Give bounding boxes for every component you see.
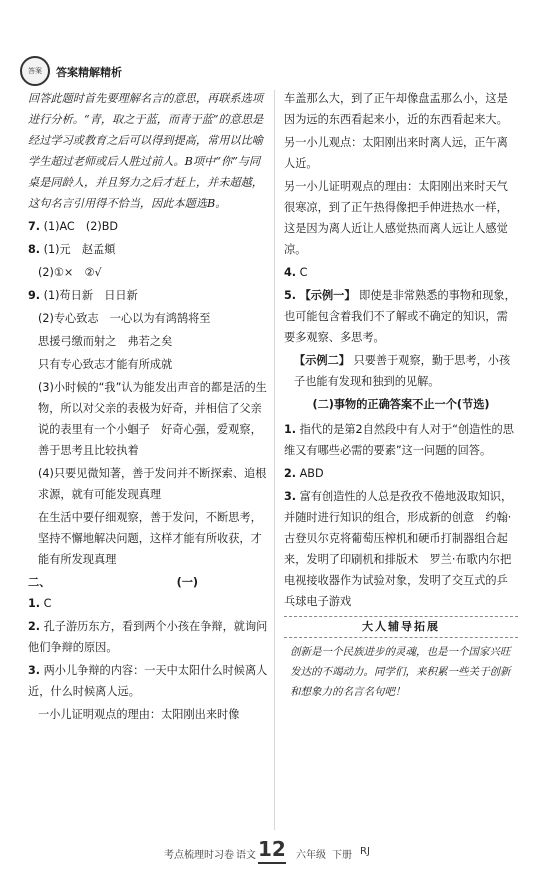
expansion-text: 创新是一个民族进步的灵魂，也是一个国家兴旺发达的不竭动力。同学们，来积累一些关于创新和想象力的名言名句吧！ bbox=[290, 646, 511, 698]
section-number: 二、 bbox=[28, 576, 51, 589]
answer-3-continued: 车盖那么大，到了正午却像盘盂那么小，这是因为远的东西看起来小，近的东西看起来大。 bbox=[284, 92, 508, 126]
answer-8-part2: (2)①× ②√ bbox=[38, 266, 102, 279]
section-title: (一) bbox=[176, 576, 198, 589]
footer-term: 下册 bbox=[332, 850, 352, 861]
answer-3-reason2: 另一小儿证明观点的理由：太阳刚出来时天气很寒凉，到了正午热得像把手伸进热水一样，这是因为离人近让人感觉热而离人远让人感觉凉。 bbox=[284, 180, 508, 256]
answer-3-view2: 另一小儿观点：太阳刚出来时离人远，正午离人近。 bbox=[284, 136, 508, 170]
section-title: (二)事物的正确答案不止一个(节选) bbox=[312, 398, 490, 411]
answer-intro: 回答此题时首先要理解名言的意思，再联系选项进行分析。“青，取之于蓝，而青于蓝”的意思是经过学习或教育之后可以得到提高，常用以比喻学生超过老师或后人胜过前人。B项中“你”与同桌是同龄人，并且努力之后才赶上，并未超越，这句名言引用得不恰当，因此本题选B。 bbox=[28, 92, 264, 210]
answer-text: 即使是非常熟悉的事物和现象，也可能包含着我们不了解或不确定的知识，需要多观察、多思考。 bbox=[284, 289, 516, 344]
answer-text: 两小儿争辩的内容：一天中太阳什么时候离人近，什么时候离人远。 bbox=[28, 664, 268, 698]
answer-5 bbox=[284, 285, 518, 348]
answer-number: 9. bbox=[28, 289, 41, 302]
answer-number: 4. bbox=[284, 266, 297, 279]
answer-number: 8. bbox=[28, 243, 41, 256]
answer-3 bbox=[28, 660, 268, 702]
page-footer bbox=[0, 836, 534, 866]
footer-grade: 六年级 bbox=[296, 850, 326, 861]
answer-text: 指代的是第2自然段中有人对于“创造性的思维又有哪些必需的要素”这一问题的回答。 bbox=[284, 423, 514, 457]
expansion-box-title: 大人辅导拓展 bbox=[284, 616, 518, 638]
answer-9-line7: 在生活中要仔细观察，善于发问，不断思考，坚持不懈地解决问题，这样才能有所收获，才能有所发现真理 bbox=[38, 511, 262, 566]
page-number: 12 bbox=[258, 836, 286, 864]
answer-r1 bbox=[284, 419, 518, 461]
answer-text: (1)元 赵孟頫 bbox=[43, 243, 116, 256]
answer-r3 bbox=[284, 486, 518, 612]
page-header bbox=[20, 56, 520, 90]
right-column bbox=[284, 88, 518, 704]
answer-1 bbox=[28, 593, 268, 614]
example-tag: 【示例一】 bbox=[299, 289, 356, 302]
answer-5-example2 bbox=[284, 350, 518, 392]
left-column bbox=[28, 88, 268, 727]
footer-book-title: 考点梳理时习卷 bbox=[164, 850, 234, 861]
answer-4 bbox=[284, 262, 518, 283]
answer-text: ABD bbox=[299, 467, 324, 480]
column-divider bbox=[274, 90, 275, 830]
answer-text: 只要善于观察，勤于思考，小孩子也能有发现和独到的见解。 bbox=[294, 354, 511, 388]
answer-number: 1. bbox=[284, 423, 297, 436]
answer-text: C bbox=[299, 266, 308, 279]
section-heading bbox=[28, 572, 268, 593]
answer-r2 bbox=[284, 463, 518, 484]
logo-icon: 答案 bbox=[20, 56, 50, 86]
answer-8 bbox=[28, 239, 268, 260]
answer-number: 2. bbox=[28, 620, 41, 633]
answer-number: 3. bbox=[284, 490, 297, 503]
answer-number: 1. bbox=[28, 597, 41, 610]
answer-number: 3. bbox=[28, 664, 41, 677]
answer-number: 2. bbox=[284, 467, 297, 480]
answer-9-line3: 思援弓缴而射之 弗若之矣 bbox=[38, 335, 173, 348]
answer-text: 孔子游历东方，看到两个小孩在争辩，就询问他们争辩的原因。 bbox=[28, 620, 268, 654]
answer-7 bbox=[28, 216, 268, 237]
brand-title: 答案精解精析 bbox=[56, 66, 122, 79]
answer-number: 7. bbox=[28, 220, 41, 233]
footer-edition: RJ bbox=[360, 846, 370, 857]
answer-9 bbox=[28, 285, 268, 306]
answer-9-line4: 只有专心致志才能有所成就 bbox=[38, 358, 173, 371]
answer-9-line2: (2)专心致志 一心以为有鸿鹄将至 bbox=[38, 312, 211, 325]
example-tag: 【示例二】 bbox=[294, 354, 350, 367]
answer-number: 5. bbox=[284, 289, 297, 302]
answer-9-line5: (3)小时候的“我”认为能发出声音的都是活的生物，所以对父亲的表极为好奇，并相信了父亲说的表里有一个小蝈子 好奇心强，爱观察，善于思考且比较执着 bbox=[38, 381, 267, 457]
answer-3-line2: 一小儿证明观点的理由：太阳刚出来时像 bbox=[38, 708, 240, 721]
footer-subject: 语文 bbox=[236, 850, 256, 861]
answer-text: 富有创造性的人总是孜孜不倦地汲取知识，并随时进行知识的组合，形成新的创意 约翰·古登贝尔克将葡萄压榨机和硬币打制器组合起来，发明了印刷机和排版术 罗兰·布歌内尔把电视接收器作为试验对象，发明了交互式的乒乓球电子游戏 bbox=[284, 490, 513, 608]
answer-9-line6: (4)只要见微知著，善于发问并不断探索、追根求源，就有可能发现真理 bbox=[38, 467, 267, 501]
answer-text: (1)AC (2)BD bbox=[43, 220, 119, 233]
answer-text: (1)苟日新 日日新 bbox=[43, 289, 138, 302]
answer-text: C bbox=[43, 597, 52, 610]
answer-2 bbox=[28, 616, 268, 658]
